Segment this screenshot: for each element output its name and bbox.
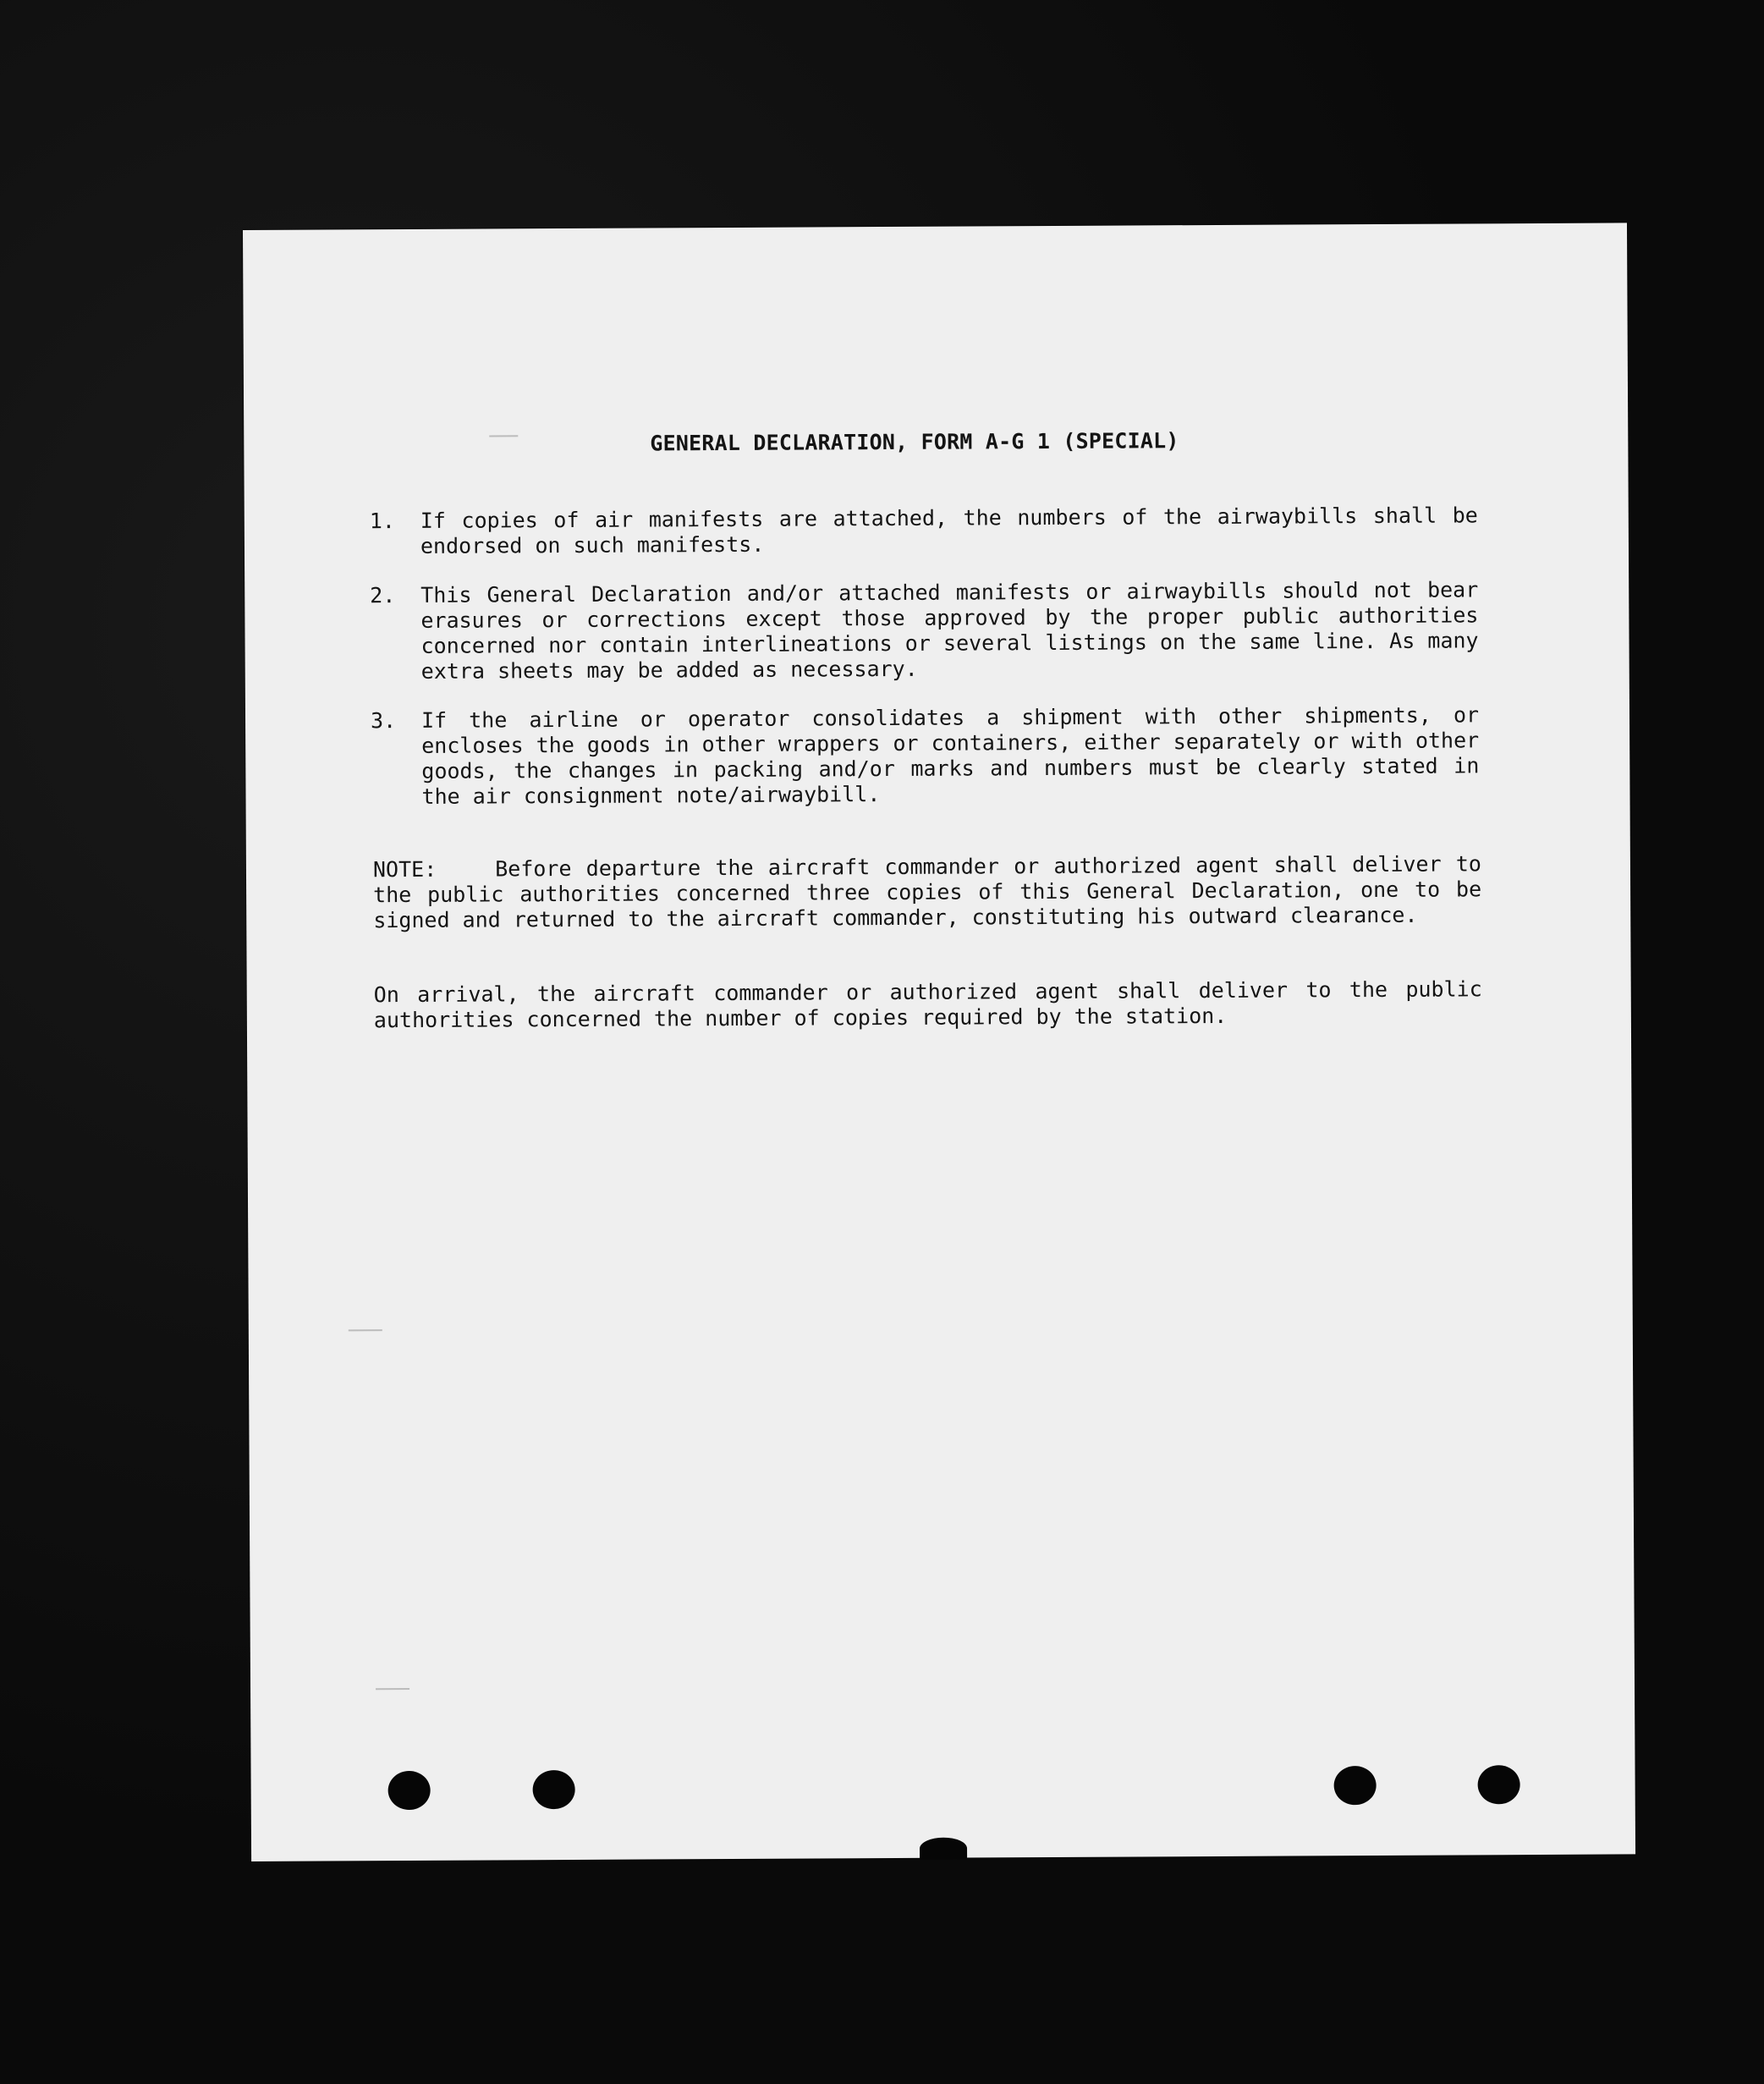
item-number-1: 1. [369,509,395,534]
item-text-3: If the airline or operator consolidates a shipment with other shipments, or encloses the goods in other wrappers or containers, either separately or with other goods, the changes in packing and/or marks and numbers must be clearly stated in the air consignment note/airwaybill. [420,702,1480,809]
margin-mark [349,1329,382,1331]
page-title: GENERAL DECLARATION, FORM A-G 1 (SPECIAL) [650,428,1179,456]
item-text-1: If copies of air manifests are attached, the numbers of the airwaybills shall be endorsed on such manifests. [420,503,1478,558]
punch-hole-4 [1478,1765,1520,1804]
document-page [243,223,1635,1861]
item-text-2: This General Declaration and/or attached manifests or airwaybills should not bear erasures or corrections except those approved by the proper public authorities concerned nor contain interlineations or several listings on the same line. As many extra sheets may be added as necessary. [420,577,1479,684]
note-paragraph: NOTE: Before departure the aircraft commander or authorized agent shall deliver to the public authorities concerned three copies of this General Declaration, one to be signed and returned to the aircraft commander, constituting his outward clearance. [372,851,1495,933]
bleed-through-stamp [1254,1081,1261,1107]
punch-hole-2 [533,1770,575,1809]
item-number-2: 2. [370,583,396,608]
arrival-paragraph: On arrival, the aircraft commander or authorized agent shall deliver to the public authorities concerned the number of copies required by the station. [373,976,1482,1033]
punch-hole-3 [1334,1766,1377,1805]
margin-mark [489,435,518,437]
bottom-notch [920,1838,967,1860]
margin-mark [376,1688,409,1690]
item-number-3: 3. [370,708,397,734]
punch-hole-1 [388,1771,431,1810]
